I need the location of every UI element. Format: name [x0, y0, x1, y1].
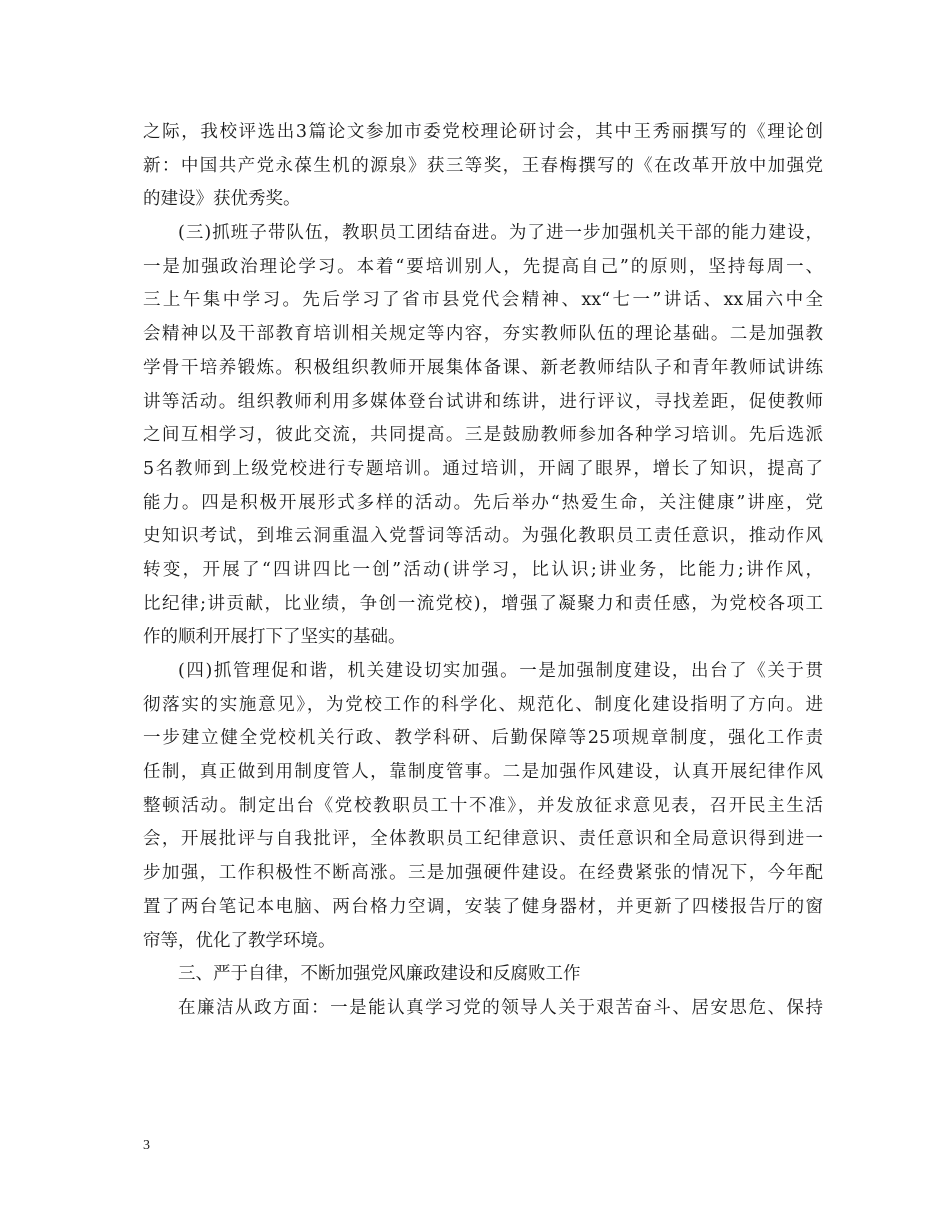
paragraph — [143, 116, 823, 217]
text-line: 任制，真正做到用制度管人，靠制度管事。二是加强作风建设，认真开展纪律作风 — [143, 762, 823, 783]
text-line: 置了两台笔记本电脑、两台格力空调，安装了健身器材，并更新了四楼报告厅的窗 — [143, 896, 823, 917]
text-line: 史知识考试，到堆云洞重温入党誓词等活动。为强化教职员工责任意识，推动作风 — [143, 526, 823, 547]
text-line: 之间互相学习，彼此交流，共同提高。三是鼓励教师参加各种学习培训。先后选派 — [143, 425, 823, 446]
paragraph — [143, 217, 823, 655]
text-line: 讲等活动。组织教师利用多媒体登台试讲和练讲，进行评议，寻找差距，促使教师 — [143, 391, 823, 412]
text-line: 能力。四是积极开展形式多样的活动。先后举办“热爱生命，关注健康”讲座，党 — [143, 492, 823, 513]
page-number: 3 — [143, 1138, 150, 1153]
text-line: 学骨干培养锻炼。积极组织教师开展集体备课、新老教师结队子和青年教师试讲练 — [143, 357, 823, 378]
text-line: (三)抓班子带队伍，教职员工团结奋进。为了进一步加强机关干部的能力建设， — [178, 223, 823, 244]
text-line: 整顿活动。制定出台《党校教职员工十不准》，并发放征求意见表，召开民主生活 — [143, 795, 823, 816]
text-line: 一步建立健全党校机关行政、教学科研、后勤保障等25项规章制度，强化工作责 — [143, 728, 823, 749]
text-line: 的建设》获优秀奖。 — [143, 189, 301, 210]
text-line: 比纪律;讲贡献，比业绩，争创一流党校)，增强了凝聚力和责任感，为党校各项工 — [143, 593, 823, 614]
section-heading — [143, 958, 823, 992]
text-line: 作的顺利开展打下了坚实的基础。 — [143, 627, 406, 648]
text-line: 转变，开展了“四讲四比一创”活动(讲学习，比认识;讲业务，比能力;讲作风， — [143, 559, 823, 580]
text-line: 三、严于自律，不断加强党风廉政建设和反腐败工作 — [178, 964, 581, 985]
text-line: 帘等，优化了教学环境。 — [143, 930, 336, 951]
text-line: 三上午集中学习。先后学习了省市县党代会精神、xx“七一”讲话、xx届六中全 — [143, 290, 823, 311]
text-line: 会，开展批评与自我批评，全体教职员工纪律意识、责任意识和全局意识得到进一 — [143, 829, 823, 850]
document-body — [143, 116, 823, 1026]
paragraph — [143, 992, 823, 1026]
text-line: 新：中国共产党永葆生机的源泉》获三等奖，王春梅撰写的《在改革开放中加强党 — [143, 155, 823, 176]
text-line: (四)抓管理促和谐，机关建设切实加强。一是加强制度建设，出台了《关于贯 — [178, 661, 823, 681]
text-line: 步加强，工作积极性不断高涨。三是加强硬件建设。在经费紧张的情况下，今年配 — [143, 863, 823, 884]
text-line: 5名教师到上级党校进行专题培训。通过培训，开阔了眼界，增长了知识，提高了 — [143, 458, 823, 479]
text-line: 彻落实的实施意见》，为党校工作的科学化、规范化、制度化建设指明了方向。进 — [143, 694, 823, 715]
text-line: 之际，我校评选出3篇论文参加市委党校理论研讨会，其中王秀丽撰写的《理论创 — [143, 122, 823, 142]
text-line: 在廉洁从政方面：一是能认真学习党的领导人关于艰苦奋斗、居安思危、保持 — [178, 997, 823, 1018]
text-line: 会精神以及干部教育培训相关规定等内容，夯实教师队伍的理论基础。二是加强教 — [143, 324, 823, 345]
text-line: 一是加强政治理论学习。本着“要培训别人，先提高自己”的原则，坚持每周一、 — [143, 256, 823, 277]
paragraph — [143, 655, 823, 958]
